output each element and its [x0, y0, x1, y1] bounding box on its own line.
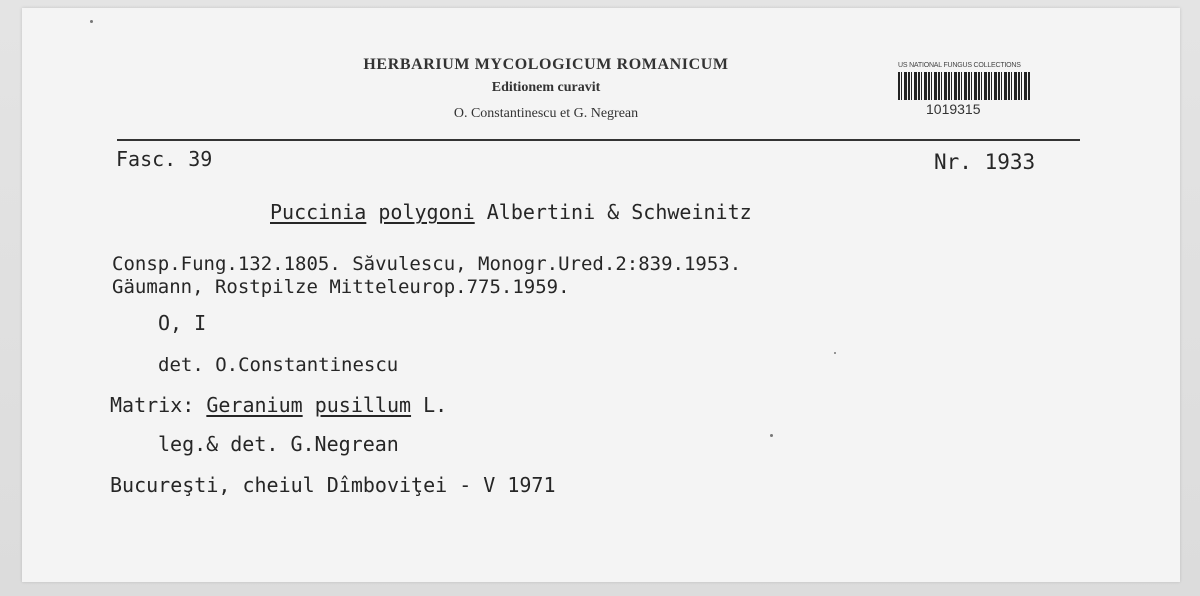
- determiner: det. O.Constantinescu: [158, 354, 399, 376]
- label-card: [22, 8, 1180, 582]
- herbarium-subtitle: Editionem curavit: [491, 80, 601, 95]
- spore-stages: O, I: [158, 311, 207, 335]
- species-epithet: polygoni: [378, 200, 475, 224]
- species-name: [270, 201, 752, 223]
- barcode-caption: US NATIONAL FUNGUS COLLECTIONS: [898, 62, 1021, 69]
- header-divider: [117, 139, 1080, 141]
- matrix-label: Matrix:: [110, 393, 195, 417]
- species-authors: Albertini & Schweinitz: [486, 200, 752, 224]
- herbarium-title: HERBARIUM MYCOLOGICUM ROMANICUM: [363, 56, 729, 73]
- reference-line-1: Consp.Fung.132.1805. Săvulescu, Monogr.Ured.2:839.1953.: [112, 253, 742, 275]
- host-matrix: [110, 394, 447, 416]
- reference-line-2: Gäumann, Rostpilze Mitteleurop.775.1959.: [112, 276, 570, 298]
- species-genus: Puccinia: [270, 200, 367, 224]
- collector: leg.& det. G.Negrean: [158, 432, 399, 456]
- barcode-number: 1019315: [926, 101, 981, 117]
- specimen-number: Nr. 1933: [934, 150, 1036, 174]
- dust-speck: [834, 352, 836, 354]
- host-genus: Geranium: [206, 393, 303, 417]
- host-epithet: pusillum: [314, 393, 412, 417]
- herbarium-editors: O. Constantinescu et G. Negrean: [453, 106, 639, 121]
- barcode-block: [898, 62, 1038, 117]
- locality: Bucureşti, cheiul Dîmboviţei - V 1971: [110, 473, 556, 497]
- host-author: L.: [423, 393, 448, 417]
- barcode-icon: [898, 72, 1030, 100]
- fascicle-number: Fasc. 39: [116, 147, 213, 171]
- dust-speck: [90, 20, 93, 23]
- dust-speck: [770, 434, 773, 437]
